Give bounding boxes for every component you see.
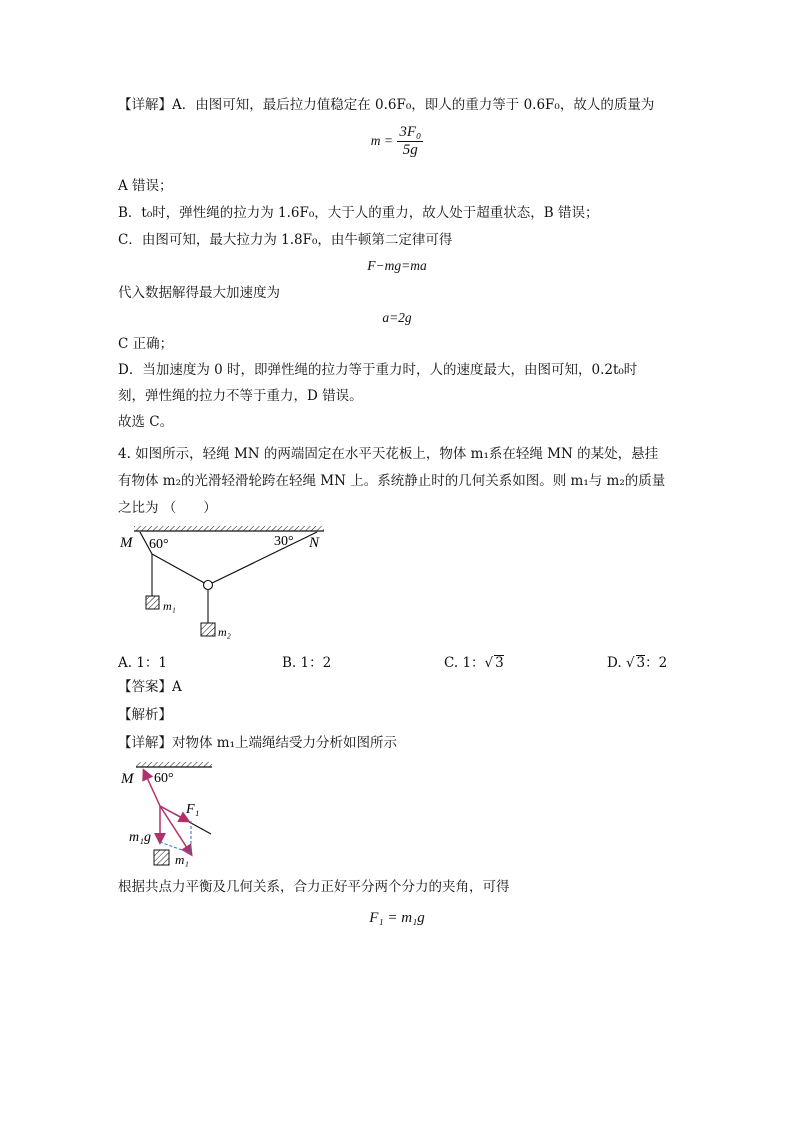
substitution-line: 代入数据解得最大加速度为: [118, 285, 280, 301]
formula-mass: [0, 124, 794, 159]
answer-detail: 【详解】对物体 m₁上端绳结受力分析如图所示: [118, 735, 398, 751]
choice-a-letter: A.: [118, 655, 133, 671]
label-m1: m₁: [163, 599, 176, 613]
c-correct: C 正确；: [118, 336, 174, 352]
answer-label: 【答案】A: [118, 679, 182, 695]
choice-d-text: ：2: [645, 655, 668, 671]
option-b-analysis: B．t₀时，弹性绳的拉力为 1.6F₀，大于人的重力，故人处于超重状态，B 错误；: [118, 205, 599, 221]
formula-mass-fraction: [397, 124, 423, 159]
formula-newton-text: F−mg=ma: [367, 258, 427, 273]
pulley-diagram: [116, 522, 332, 642]
m2-block: [201, 623, 215, 636]
label-m1-2: m₁: [175, 852, 189, 867]
m1-block-2: [154, 850, 169, 865]
choose-c: 故选 C。: [118, 414, 174, 430]
option-d-analysis-1: D．当加速度为 0 时，即弹性绳的拉力等于重力时，人的速度最大，由图可知，0.2t₀时: [118, 362, 638, 378]
label-n: N: [309, 535, 320, 551]
question-4-line-1: 4. 如图所示，轻绳 MN 的两端固定在水平天花板上，物体 m₁系在轻绳 MN 的某处，悬挂: [118, 446, 659, 462]
label-f1: F₁: [186, 802, 200, 817]
formula-final: [0, 908, 794, 927]
angle-right: 30°: [274, 534, 294, 549]
choice-b: [282, 651, 331, 671]
conclusion-line: 根据共点力平衡及几何关系，合力正好平分两个分力的夹角，可得: [118, 879, 510, 895]
label-m1g: m₁g: [129, 830, 151, 845]
label-m2: m₂: [218, 625, 231, 639]
question-4-line-3: 之比为 （ ）: [118, 500, 217, 516]
choice-a-text: 1：1: [136, 655, 168, 671]
formula-acceleration-text: a=2g: [382, 310, 412, 325]
choice-c: [444, 651, 504, 671]
choice-c-letter: C.: [444, 655, 459, 671]
force-diagram: [116, 758, 226, 870]
choice-b-letter: B.: [282, 655, 297, 671]
formula-final-text: F₁ = m₁g: [369, 910, 425, 926]
label-m: M: [120, 535, 133, 551]
a-wrong: A 错误；: [118, 178, 173, 194]
choice-c-text: 1：: [462, 655, 485, 671]
angle-left: 60°: [149, 537, 169, 552]
choice-b-text: 1：2: [300, 655, 332, 671]
rope-middle-segment: [152, 554, 208, 585]
choice-d-sqrt-arg: 3: [636, 655, 646, 671]
rope-n-segment: [208, 532, 317, 585]
ceiling-hatch-2: [136, 762, 212, 767]
ceiling-hatch: [134, 526, 324, 531]
pulley-icon: [204, 581, 213, 590]
formula-newton: [0, 258, 794, 274]
option-d-analysis-2: 刻，弹性绳的拉力不等于重力，D 错误。: [118, 388, 363, 404]
choice-d: [607, 651, 667, 671]
angle-60: 60°: [154, 771, 174, 786]
choice-c-sqrt-arg: 3: [495, 655, 504, 671]
option-c-analysis: C．由图可知，最大拉力为 1.8F₀，由牛顿第二定律可得: [118, 232, 453, 248]
analysis-label: 【解析】: [118, 707, 172, 723]
choice-d-letter: D.: [607, 655, 622, 671]
label-m-2: M: [121, 771, 134, 787]
formula-mass-lhs: m =: [370, 133, 394, 148]
question-4-line-2: 有物体 m₂的光滑轻滑轮跨在轻绳 MN 上。系统静止时的几何关系如图。则 m₁与 m₂的质量: [118, 473, 666, 489]
choice-c-sqrt-sign: √: [484, 655, 494, 671]
formula-acceleration: [0, 310, 794, 326]
choice-a: [118, 651, 167, 671]
detail-line-1: 【详解】A．由图可知，最后拉力值稳定在 0.6F₀，即人的重力等于 0.6F₀，故人的质量为: [118, 97, 655, 113]
choice-d-sqrt-sign: √: [625, 655, 635, 671]
m1-block: [146, 596, 159, 609]
formula-mass-numerator: 3F₀: [399, 124, 422, 140]
formula-mass-denominator: 5g: [402, 142, 418, 158]
